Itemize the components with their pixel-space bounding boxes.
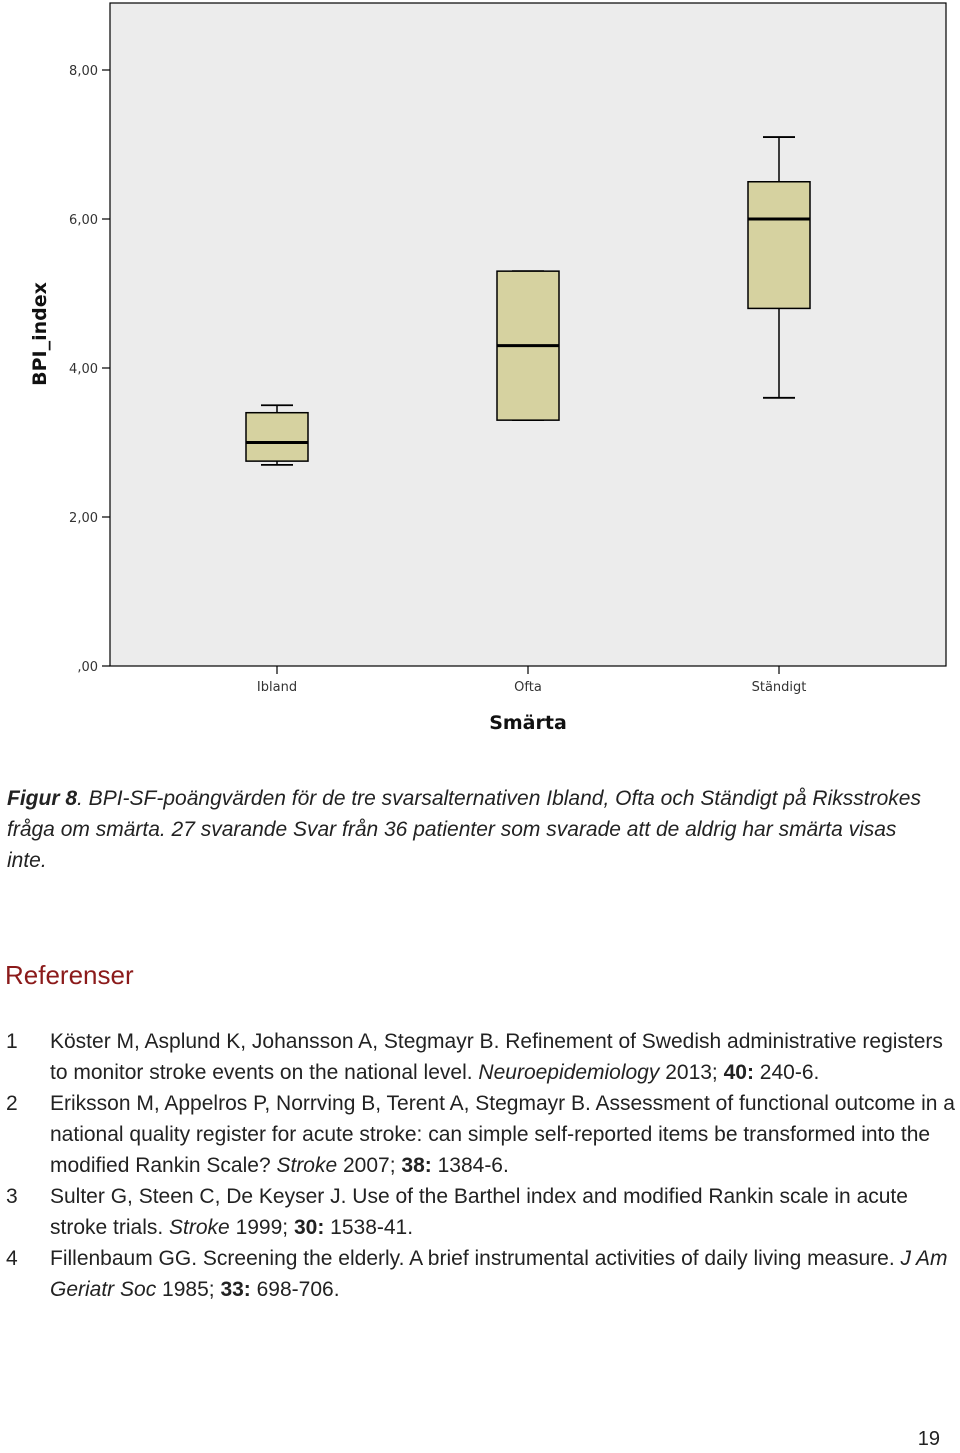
reference-pages: 698-706. (250, 1278, 340, 1301)
references-list (0, 1026, 960, 1305)
box-iqr (246, 413, 308, 461)
reference-pages: 1384-6. (431, 1154, 509, 1177)
reference-body (50, 1026, 960, 1088)
reference-journal: Stroke (169, 1216, 230, 1239)
reference-authors: Fillenbaum GG. Screening the elderly. A brief instrumental activities of daily living measure. (50, 1247, 901, 1270)
reference-authors: Köster M, Asplund K, Johansson A, Stegmayr B. Refinement of Swedish administrative registers to monitor stroke events on the national level. (50, 1030, 943, 1084)
reference-authors: Eriksson M, Appelros P, Norrving B, Terent A, Stegmayr B. Assessment of functional outcome in a national quality register for acute stroke: can simple self-reported items be transformed into the modified Rankin Scale? (50, 1092, 955, 1177)
reference-item (0, 1026, 960, 1088)
y-tick-label: 8,00 (69, 64, 98, 79)
reference-journal: J Am Geriatr Soc (50, 1247, 948, 1301)
reference-year: 2013; (659, 1061, 724, 1084)
reference-year: 1985; (156, 1278, 221, 1301)
reference-volume: 40: (723, 1061, 754, 1084)
reference-pages: 1538-41. (324, 1216, 414, 1239)
caption-text: . BPI-SF-poängvärden för de tre svarsalternativen Ibland, Ofta och Ständigt på Riksstrokes fråga om smärta. 27 svarande Svar från 36 patienter som svarade att de aldrig har smärta visas inte. (7, 787, 921, 872)
figure-caption (7, 783, 937, 876)
caption-lead: Figur 8 (7, 787, 78, 810)
reference-year: 1999; (229, 1216, 294, 1239)
reference-journal: Stroke (276, 1154, 338, 1177)
reference-year: 2007; (337, 1154, 402, 1177)
reference-number: 2 (6, 1092, 18, 1115)
reference-number: 1 (6, 1030, 18, 1053)
reference-volume: 38: (401, 1154, 432, 1177)
y-tick-label: 6,00 (69, 213, 98, 228)
reference-item (0, 1243, 960, 1305)
y-axis-title: BPI_index (29, 282, 51, 386)
page-number: 19 (917, 1428, 940, 1450)
y-tick-label: 2,00 (69, 511, 98, 526)
reference-item (0, 1181, 960, 1243)
y-tick-label: ,00 (77, 660, 98, 675)
reference-body (50, 1243, 960, 1305)
box-iqr (748, 182, 810, 309)
x-tick-label: Ofta (514, 680, 542, 695)
reference-item (0, 1088, 960, 1181)
reference-authors: Sulter G, Steen C, De Keyser J. Use of the Barthel index and modified Rankin scale in acute stroke trials. (50, 1185, 908, 1239)
reference-journal: Neuroepidemiology (478, 1061, 660, 1084)
reference-number: 3 (6, 1185, 18, 1208)
reference-body (50, 1088, 960, 1181)
reference-volume: 30: (293, 1216, 325, 1239)
reference-pages: 240-6. (753, 1061, 820, 1084)
x-axis-title: Smärta (489, 712, 567, 734)
reference-volume: 33: (220, 1278, 251, 1301)
reference-body (50, 1181, 960, 1243)
x-tick-label: Ständigt (751, 680, 807, 695)
y-tick-label: 4,00 (69, 362, 98, 377)
x-tick-label: Ibland (256, 680, 298, 695)
reference-number: 4 (6, 1247, 18, 1270)
references-heading: Referenser (5, 960, 134, 990)
